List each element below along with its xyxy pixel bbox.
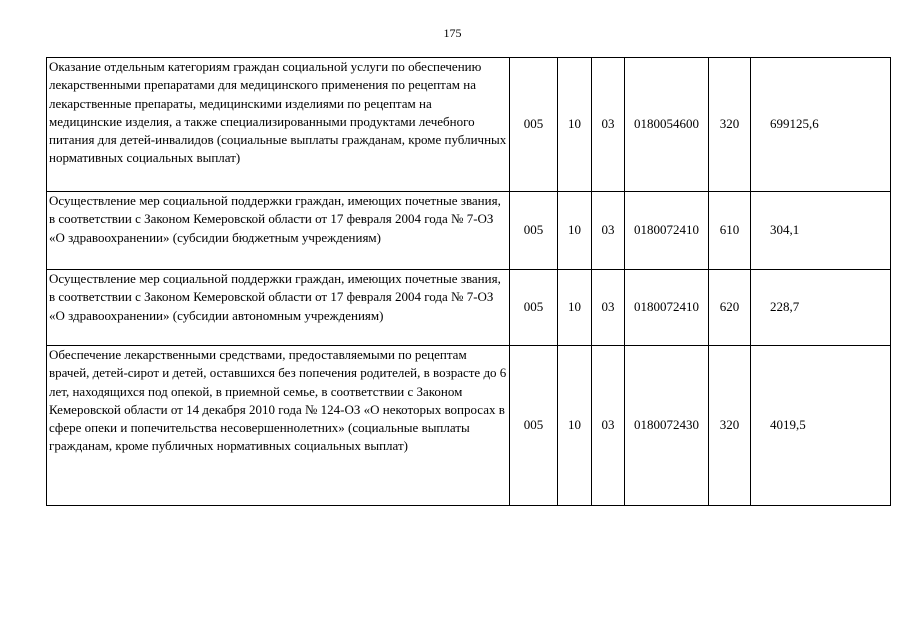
row-target-article: 0180072430 <box>625 346 709 506</box>
row-expense-type: 620 <box>709 270 751 346</box>
row-section-code: 10 <box>558 192 592 270</box>
budget-table <box>46 57 891 506</box>
row-expense-type: 610 <box>709 192 751 270</box>
row-grbs-code: 005 <box>510 192 558 270</box>
row-amount: 4019,5 <box>751 346 891 506</box>
row-target-article: 0180072410 <box>625 270 709 346</box>
row-target-article: 0180072410 <box>625 192 709 270</box>
row-section-code: 10 <box>558 58 592 192</box>
row-description: Осуществление мер социальной поддержки граждан, имеющих почетные звания, в соответствии с Законом Кемеровской области от 17 февраля 2004 года № 7-ОЗ «О здравоохранении» (субсидии автономным учреждениям) <box>47 270 510 346</box>
row-amount: 304,1 <box>751 192 891 270</box>
page-number: 175 <box>443 26 462 40</box>
row-amount: 699125,6 <box>751 58 891 192</box>
row-grbs-code: 005 <box>510 346 558 506</box>
row-section-code: 10 <box>558 346 592 506</box>
table-row <box>47 58 891 192</box>
row-target-article: 0180054600 <box>625 58 709 192</box>
row-expense-type: 320 <box>709 346 751 506</box>
row-description: Обеспечение лекарственными средствами, предоставляемыми по рецептам врачей, детей-сирот и детей, оставшихся без попечения родителей, в возрасте до 6 лет, находящихся под опекой, в приемной семье, в соответствии с Законом Кемеровской области от 14 декабря 2010 года № 124-ОЗ «О некоторых вопросах в сфере опеки и попечительства несовершеннолетних» (социальные выплаты гражданам, кроме публичных нормативных социальных выплат) <box>47 346 510 506</box>
row-grbs-code: 005 <box>510 270 558 346</box>
row-subsection-code: 03 <box>592 192 625 270</box>
row-subsection-code: 03 <box>592 58 625 192</box>
table-row <box>47 192 891 270</box>
table-row <box>47 346 891 506</box>
row-subsection-code: 03 <box>592 270 625 346</box>
row-amount: 228,7 <box>751 270 891 346</box>
row-expense-type: 320 <box>709 58 751 192</box>
row-section-code: 10 <box>558 270 592 346</box>
row-description: Оказание отдельным категориям граждан социальной услуги по обеспечению лекарственными препаратами для медицинского применения по рецептам на лекарственные препараты, медицинскими изделиями по рецептам на медицинские изделия, а также специализированными продуктами лечебного питания для детей-инвалидов (социальные выплаты гражданам, кроме публичных нормативных социальных выплат) <box>47 58 510 192</box>
row-description: Осуществление мер социальной поддержки граждан, имеющих почетные звания, в соответствии с Законом Кемеровской области от 17 февраля 2004 года № 7-ОЗ «О здравоохранении» (субсидии бюджетным учреждениям) <box>47 192 510 270</box>
table-row <box>47 270 891 346</box>
row-grbs-code: 005 <box>510 58 558 192</box>
row-subsection-code: 03 <box>592 346 625 506</box>
